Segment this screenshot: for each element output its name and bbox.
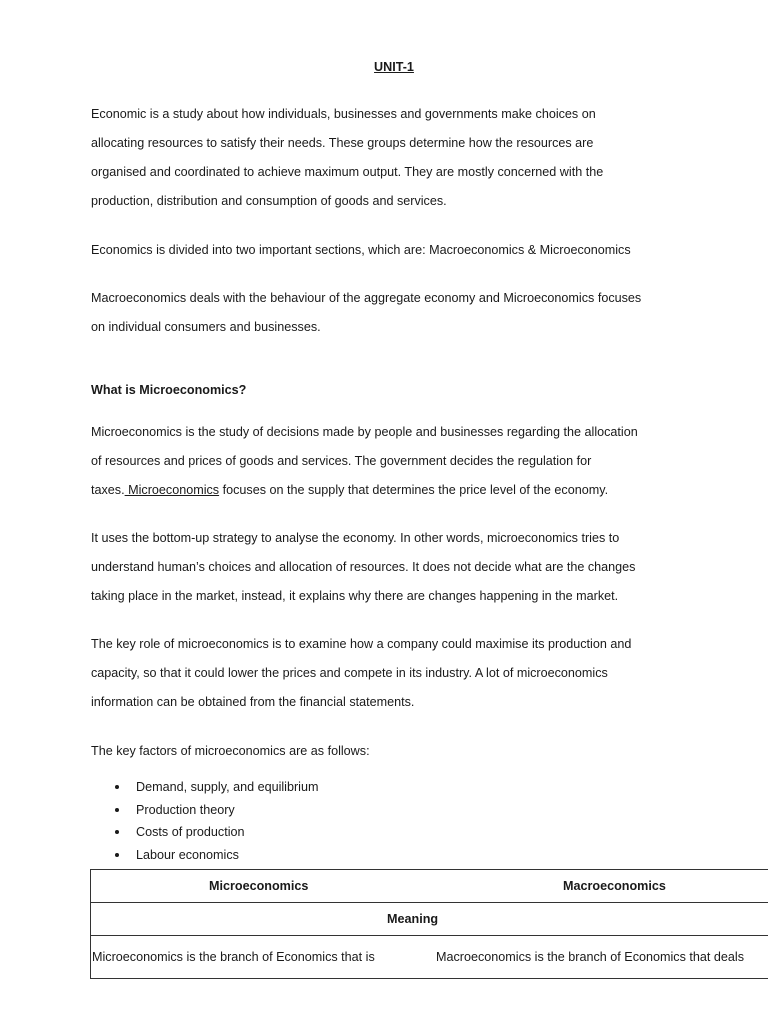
table-section-row — [91, 903, 768, 936]
sections-paragraph — [91, 236, 751, 265]
list-item: Costs of production — [91, 823, 318, 846]
text-line: production, distribution and consumption of goods and services. — [91, 194, 447, 208]
text-line: allocating resources to satisfy their needs. These groups determine how the resources are — [91, 136, 594, 150]
key-role-paragraph — [91, 630, 751, 717]
text-line: The key role of microeconomics is to examine how a company could maximise its production and — [91, 637, 632, 651]
list-item: Labour economics — [91, 846, 318, 869]
text-line: Microeconomics is the study of decisions made by people and businesses regarding the allocation — [91, 425, 638, 439]
text-line — [91, 476, 751, 505]
page-title: UNIT-1 — [374, 60, 414, 74]
table-row — [91, 936, 768, 977]
text-line: capacity, so that it could lower the prices and compete in its industry. A lot of microeconomics — [91, 666, 608, 680]
table-header-row — [91, 870, 768, 903]
text-line: of resources and prices of goods and services. The government decides the regulation for — [91, 454, 592, 468]
table-cell-micro: Microeconomics is the branch of Economics that is — [92, 949, 375, 964]
section-label-meaning: Meaning — [387, 912, 439, 926]
comparison-table — [90, 869, 768, 979]
text-line: The key factors of microeconomics are as follows: — [91, 744, 370, 758]
micro-definition-paragraph — [91, 418, 751, 505]
microeconomics-link[interactable]: Microeconomics — [124, 483, 220, 497]
text-line: Macroeconomics deals with the behaviour of the aggregate economy and Microeconomics focuses — [91, 291, 642, 305]
text-line: organised and coordinated to achieve maximum output. They are mostly concerned with the — [91, 165, 604, 179]
text-line: It uses the bottom-up strategy to analyse the economy. In other words, microeconomics tries to — [91, 531, 620, 545]
text-line: Economics is divided into two important sections, which are: Macroeconomics & Microeconomics — [91, 243, 631, 257]
list-item: Production theory — [91, 801, 318, 824]
macro-micro-paragraph — [91, 284, 751, 342]
list-item: Demand, supply, and equilibrium — [91, 778, 318, 801]
bottom-up-paragraph — [91, 524, 751, 611]
text-line: on individual consumers and businesses. — [91, 320, 321, 334]
text-segment: focuses on the supply that determines the price level of the economy. — [219, 483, 609, 497]
text-line: information can be obtained from the financial statements. — [91, 695, 415, 709]
table-cell-macro: Macroeconomics is the branch of Economics that deals — [436, 949, 744, 964]
text-line: taking place in the market, instead, it explains why there are changes happening in the market. — [91, 589, 619, 603]
text-line: understand human’s choices and allocation of resources. It does not decide what are the changes — [91, 560, 636, 574]
section-heading: What is Microeconomics? — [91, 383, 247, 397]
text-segment: taxes. — [91, 483, 125, 497]
key-factors-list — [91, 778, 318, 868]
column-header-micro: Microeconomics — [209, 879, 309, 893]
intro-paragraph — [91, 100, 731, 216]
key-factors-intro — [91, 737, 731, 766]
column-header-macro: Macroeconomics — [563, 879, 666, 893]
text-line: Economic is a study about how individuals, businesses and governments make choices on — [91, 107, 596, 121]
